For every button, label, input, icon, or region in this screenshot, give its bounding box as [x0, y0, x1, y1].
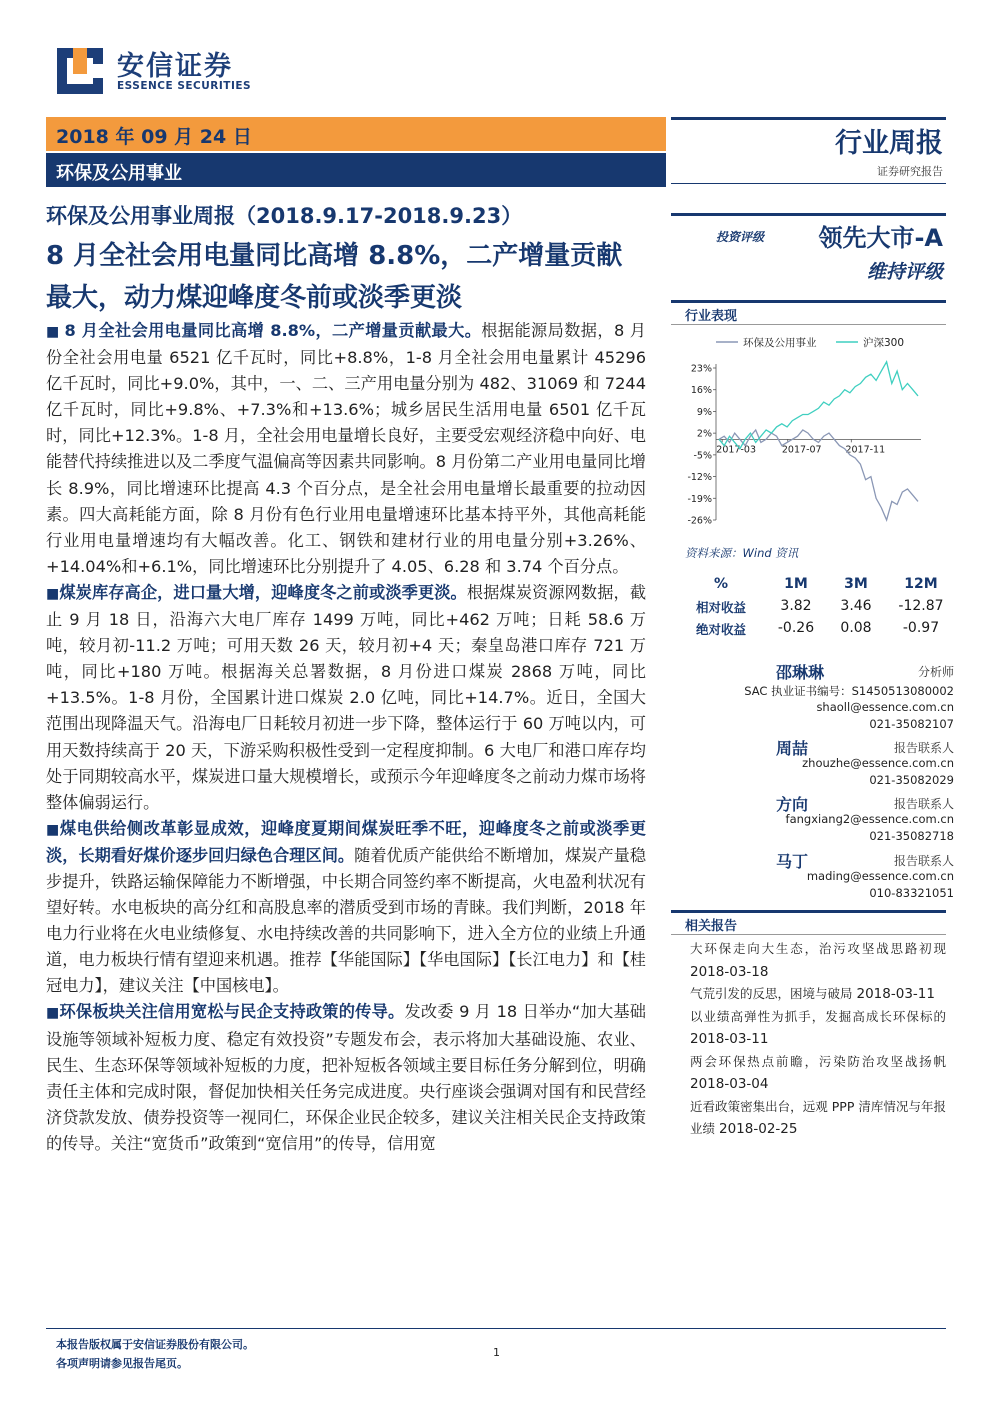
analyst-role: 分析师: [917, 665, 954, 679]
bullet-square-icon: ■: [46, 324, 65, 340]
analyst-role: 报告联系人: [893, 797, 954, 811]
divider: [671, 300, 946, 303]
table-header-cell: 1M: [784, 576, 808, 592]
y-tick-label: -26%: [687, 515, 712, 527]
y-tick-label: 2%: [696, 428, 712, 440]
analyst-name: 周喆: [776, 739, 809, 758]
y-tick-label: -19%: [687, 493, 712, 505]
divider: [671, 934, 946, 935]
paragraph-text: 随着优质产能供给不断增加，煤炭产量稳步提升，铁路运输保障能力不断增强，中长期合同签约率不断提高，火电盈利状况有望好转。水电板块的高分红和高股息率的潜质受到市场的青睐。我们判断，2018 年电力行业将在火电业绩修复、水电持续改善的共同影响下，进入全方位的业绩上升通道，电力板块行情有望迎来机遇。推荐【华能国际】【华电国际】【长江电力】和【桂冠电力】，建议关注【中国核电】。: [46, 845, 647, 996]
rating-value: 领先大市-A: [818, 224, 943, 252]
related-reports-list: [690, 938, 946, 1141]
divider: [671, 213, 946, 216]
paragraph-heading: 环保板块关注信用宽松与民企支持政策的传导。: [59, 1002, 405, 1022]
report-title: 环保及公用事业周报（2018.9.17-2018.9.23）: [46, 204, 523, 228]
table-cell: -0.97: [902, 620, 940, 636]
analyst-email[interactable]: fangxiang2@essence.com.cn: [785, 812, 954, 826]
logo-text-en: ESSENCE SECURITIES: [117, 80, 252, 92]
paragraph-text: 根据能源局数据，8 月份全社会用电量 6521 亿千瓦时，同比+8.8%，1-8 月全社会用电量累计 45296 亿千瓦时，同比+9.0%，其中，一、二、三产用电量分别为 482、31069 和 7244 亿千瓦时，同比+9.8%、+7.3%和+13.6%；城乡居民生活用电量 6501 亿千瓦时，同比+12.3%。1-8 月，全社会用电量增长良好，主要受宏观经济稳中向好、电能替代持续推进以及二季度气温偏高等因素共同影响。8 月份第二产业用电量同比增长 8.9%，同比增速环比提高 4.3 个百分点，是全社会用电量增长最重要的拉动因素。四大高耗能方面，除 8 月份有色行业用电量增速环比基本持平外，其他高耗能行业用电量增速均有大幅改善。化工、钢铁和建材行业的用电量分别+3.26%、+14.04%和+6.1%，同比增速环比分别提升了 4.05、6.28 和 3.74 个百分点。: [46, 321, 646, 576]
analyst-role: 报告联系人: [893, 741, 954, 755]
analyst-card: [690, 849, 954, 901]
legend-label: 沪深300: [863, 337, 905, 349]
logo-text-cn: 安信证券: [117, 51, 233, 82]
related-report-title: 两会环保热点前瞻，污染防治攻坚战扬帆: [690, 1053, 946, 1069]
x-tick-label: 2017-11: [845, 444, 886, 456]
analyst-name: 方向: [776, 795, 809, 814]
table-header-row: [681, 576, 943, 598]
analyst-cert: SAC 执业证书编号：S1450513080002: [744, 684, 954, 698]
paragraph: [46, 999, 646, 1157]
bullet-square-icon: ■: [46, 821, 60, 838]
table-row: [681, 598, 943, 620]
table-row: [681, 620, 943, 642]
bullet-square-icon: ■: [46, 585, 60, 602]
table-header-cell: 3M: [844, 576, 868, 592]
table-header-cell: %: [713, 576, 729, 592]
footer-divider: [46, 1328, 946, 1329]
legend-label: 环保及公用事业: [743, 337, 817, 349]
chart-lines: [719, 362, 918, 520]
related-report-title: 以业绩高弹性为抓手，发掘高成长环保标的: [690, 1008, 946, 1024]
analyst-name: 马丁: [776, 852, 809, 871]
x-tick-label: 2017-07: [781, 444, 822, 456]
footer-copyright: 本报告版权属于安信证券股份有限公司。: [56, 1338, 254, 1351]
section-title: 行业表现: [685, 309, 738, 324]
related-report-item[interactable]: [690, 1096, 946, 1141]
related-report-date: 2018-03-11: [690, 1031, 769, 1047]
related-report-item[interactable]: [690, 983, 946, 1006]
divider: [671, 117, 946, 120]
analyst-phone: 021-35082029: [869, 773, 954, 787]
related-report-date: 2018-03-11: [856, 986, 935, 1002]
analyst-name: 邵琳琳: [776, 663, 825, 682]
industry-performance-chart: [671, 328, 946, 543]
analyst-card: [690, 792, 954, 844]
rating-label: 投资评级: [716, 230, 765, 244]
related-report-title: 气荒引发的反思，困境与破局: [690, 986, 853, 1001]
analyst-email[interactable]: mading@essence.com.cn: [806, 869, 954, 883]
chart-source: 资料来源：Wind 资讯: [685, 546, 799, 560]
related-report-title: 近看政策密集出台，远观 PPP 清库情况与年报业绩: [690, 1098, 946, 1136]
table-cell: -12.87: [898, 598, 944, 614]
analyst-phone: 010-83321051: [869, 886, 954, 900]
section-header-related: [671, 910, 946, 932]
analyst-phone: 021-35082718: [869, 829, 954, 843]
paragraph: [46, 318, 646, 580]
analyst-card: [690, 736, 954, 788]
y-tick-label: -12%: [687, 472, 712, 484]
related-report-item[interactable]: [690, 938, 946, 983]
company-logo: [57, 44, 257, 96]
related-report-date: 2018-03-04: [690, 1076, 769, 1092]
divider: [671, 324, 946, 325]
chart-legend: [716, 336, 904, 349]
related-report-item[interactable]: [690, 1006, 946, 1051]
section-header-industry-perf: [671, 300, 946, 322]
report-body: [46, 318, 646, 1157]
related-report-item[interactable]: [690, 1051, 946, 1096]
divider: [671, 183, 946, 184]
related-report-date: 2018-02-25: [719, 1121, 798, 1137]
table-cell: 0.08: [840, 620, 872, 636]
y-tick-label: 9%: [696, 406, 712, 418]
table-row-label: 相对收益: [695, 600, 746, 615]
table-row-label: 绝对收益: [695, 622, 746, 637]
rating-action: 维持评级: [866, 261, 943, 283]
paragraph-text: 根据煤炭资源网数据，截止 9 月 18 日，沿海六大电厂库存 1499 万吨，同比+462 万吨；日耗 58.6 万吨，较月初-11.2 万吨；可用天数 26 天，较月初+4 天；秦皇岛港口库存 721 万吨，同比+180 万吨。根据海关总署数据，8 月份进口煤炭 2868 万吨，同比+13.5%。1-8 月份，全国累计进口煤炭 2.0 亿吨，同比+14.7%。近日，全国大范围出现降温天气。沿海电厂日耗较月初进一步下降，整体运行于 60 万吨以内，可用天数持续高于 20 天，下游采购积极性受到一定程度抑制。6 大电厂和港口库存均处于同期较高水平，煤炭进口量大规模增长，或预示今年迎峰度冬之前动力煤市场将整体偏弱运行。: [46, 582, 647, 812]
paragraph-heading: 煤炭库存高企，进口量大增，迎峰度冬之前或淡季更淡。: [59, 582, 467, 602]
series-line: [719, 362, 918, 449]
page-number: 1: [493, 1346, 500, 1359]
paragraph: [46, 816, 646, 1000]
paragraph-heading: 8 月全社会用电量同比高增 8.8%，二产增量贡献最大。: [64, 321, 482, 340]
table-cell: 3.82: [780, 598, 812, 614]
analyst-email[interactable]: shaoll@essence.com.cn: [816, 700, 954, 714]
y-tick-label: -5%: [693, 450, 712, 462]
table-cell: -0.26: [777, 620, 815, 636]
logo-mark-icon: [57, 48, 103, 94]
sector-name: 环保及公用事业: [56, 163, 182, 184]
paragraph-text: 发改委 9 月 18 日举办“加大基础设施等领域补短板力度、稳定有效投资”专题发布会，表示将加大基础设施、农业、民生、生态环保等领域补短板的力度，把补短板各领域主要目标任务分解到位，明确责任主体和完成时限，督促加快相关任务完成进度。央行座谈会强调对国有和民营经济贷款发放、债券投资等一视同仁，环保企业民企较多，建议关注相关民企支持政策的传导。关注“宽货币”政策到“宽信用”的传导，信用宽: [46, 1002, 646, 1153]
report-subtype: 证券研究报告: [877, 165, 943, 178]
bullet-square-icon: ■: [46, 1005, 60, 1022]
performance-table: [681, 576, 943, 642]
analyst-email[interactable]: zhouzhe@essence.com.cn: [802, 756, 954, 770]
x-tick-label: 2017-03: [716, 444, 757, 456]
report-headline: 8 月全社会用电量同比高增 8.8%，二产增量贡献最大，动力煤迎峰度冬前或淡季更淡: [46, 241, 623, 313]
paragraph: [46, 580, 646, 816]
date-bar: [46, 117, 666, 151]
chart-axes: [687, 364, 921, 527]
related-report-title: 大环保走向大生态，治污攻坚战思路初现: [690, 941, 946, 956]
analyst-phone: 021-35082107: [869, 717, 954, 731]
section-title: 相关报告: [685, 919, 738, 934]
divider: [671, 910, 946, 913]
table-header-cell: 12M: [904, 576, 938, 592]
sector-bar: [46, 153, 666, 187]
report-date: 2018 年 09 月 24 日: [56, 126, 252, 148]
analyst-card: [690, 660, 954, 732]
y-tick-label: 16%: [690, 385, 712, 397]
related-report-date: 2018-03-18: [690, 963, 769, 980]
report-type: 行业周报: [835, 128, 943, 159]
paragraph-heading: 煤电供给侧改革彰显成效，迎峰度夏期间煤炭旺季不旺，迎峰度冬之前或淡季更淡，长期看好煤价逐步回归绿色合理区间。: [46, 818, 646, 865]
y-tick-label: 23%: [690, 363, 712, 375]
table-cell: 3.46: [840, 598, 872, 614]
footer-disclaimer: 各项声明请参见报告尾页。: [56, 1357, 188, 1370]
analyst-role: 报告联系人: [893, 854, 954, 868]
